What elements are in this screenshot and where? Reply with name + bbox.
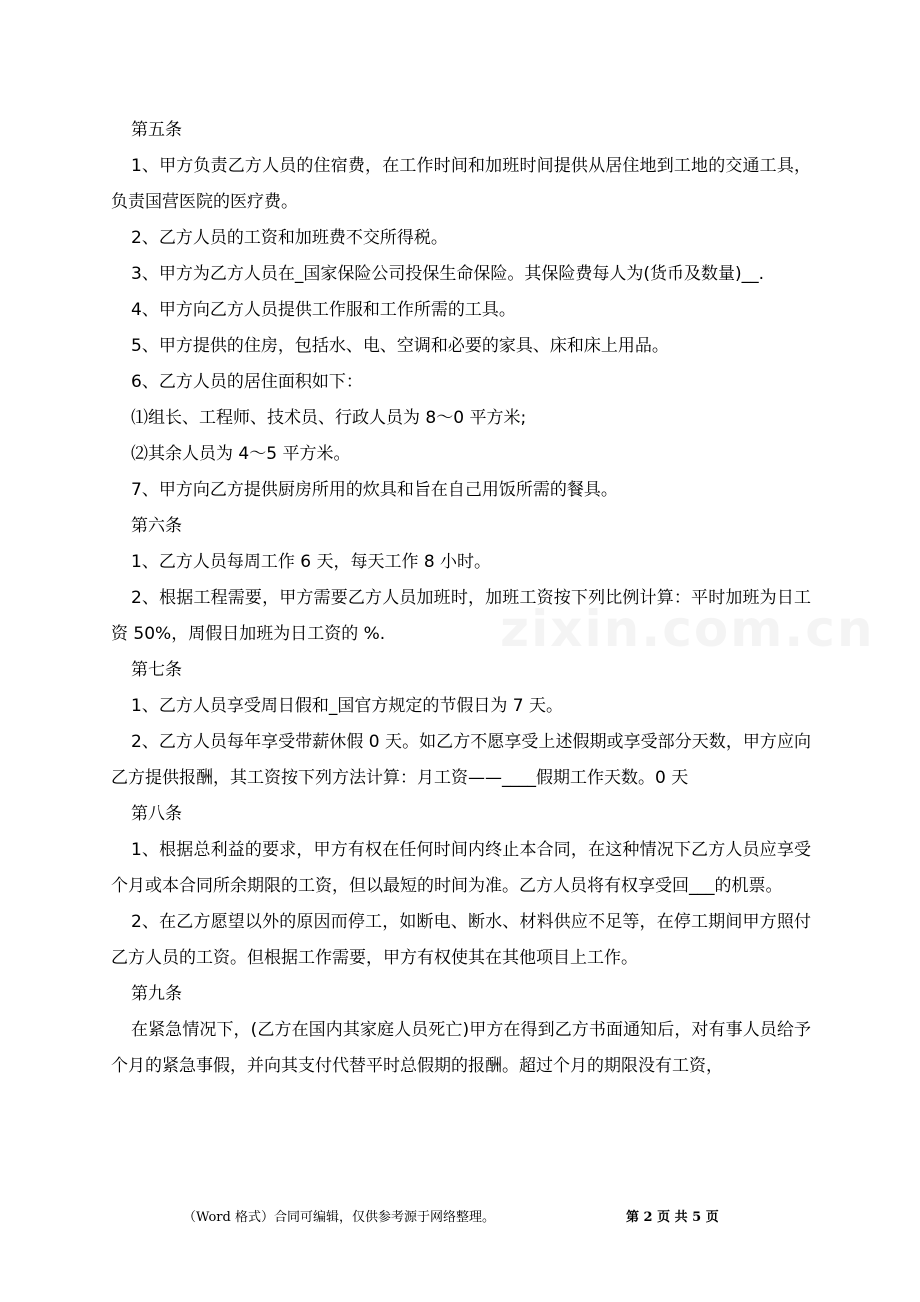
paragraph: 4、甲方向乙方人员提供工作服和工作所需的工具。 bbox=[131, 300, 516, 320]
paragraph: 7、甲方向乙方提供厨房所用的炊具和旨在自己用饭所需的餐具。 bbox=[131, 480, 618, 500]
paragraph: 在紧急情况下，(乙方在国内其家庭人员死亡)甲方在得到乙方书面通知后，对有事人员给予个月的紧急事假，并向其支付代替平时总假期的报酬。超过个月的期限没有工资， bbox=[111, 1020, 811, 1076]
paragraph: 1、根据总利益的要求，甲方有权在任何时间内终止本合同，在这种情况下乙方人员应享受个月或本合同所余期限的工资，但以最短的时间为准。乙方人员将有权享受回___的机票。 bbox=[111, 840, 811, 896]
paragraph: 6、乙方人员的居住面积如下： bbox=[131, 372, 363, 392]
paragraph: 1、乙方人员每周工作 6 天，每天工作 8 小时。 bbox=[131, 552, 492, 572]
paragraph: 3、甲方为乙方人员在_国家保险公司投保生命保险。其保险费每人为(货币及数量)__. bbox=[131, 264, 764, 284]
footer-note: （Word 格式）合同可编辑，仅供参考源于网络整理。 bbox=[183, 1210, 495, 1225]
document-body bbox=[111, 112, 811, 1084]
article-heading-7: 第七条 bbox=[131, 660, 182, 680]
paragraph: 1、甲方负责乙方人员的住宿费，在工作时间和加班时间提供从居住地到工地的交通工具，负责国营医院的医疗费。 bbox=[111, 156, 811, 212]
paragraph: 2、乙方人员的工资和加班费不交所得税。 bbox=[131, 228, 448, 248]
page-number: 第 2 页 共 5 页 bbox=[626, 1210, 719, 1225]
list-item: ⑴组长、工程师、技术员、行政人员为 8～0 平方米; bbox=[131, 408, 527, 428]
article-heading-5: 第五条 bbox=[131, 120, 182, 140]
article-heading-9: 第九条 bbox=[131, 984, 182, 1004]
paragraph: 2、根据工程需要，甲方需要乙方人员加班时，加班工资按下列比例计算：平时加班为日工资 50%，周假日加班为日工资的 %. bbox=[111, 588, 811, 644]
article-heading-8: 第八条 bbox=[131, 804, 182, 824]
paragraph: 2、乙方人员每年享受带薪休假 0 天。如乙方不愿享受上述假期或享受部分天数，甲方应向乙方提供报酬，其工资按下列方法计算：月工资——____假期工作天数。0 天 bbox=[111, 732, 811, 788]
article-heading-6: 第六条 bbox=[131, 516, 182, 536]
paragraph: 1、乙方人员享受周日假和_国官方规定的节假日为 7 天。 bbox=[131, 696, 563, 716]
paragraph: 5、甲方提供的住房，包括水、电、空调和必要的家具、床和床上用品。 bbox=[131, 336, 669, 356]
list-item: ⑵其余人员为 4～5 平方米。 bbox=[131, 444, 351, 464]
paragraph: 2、在乙方愿望以外的原因而停工，如断电、断水、材料供应不足等，在停工期间甲方照付乙方人员的工资。但根据工作需要，甲方有权使其在其他项目上工作。 bbox=[111, 912, 811, 968]
